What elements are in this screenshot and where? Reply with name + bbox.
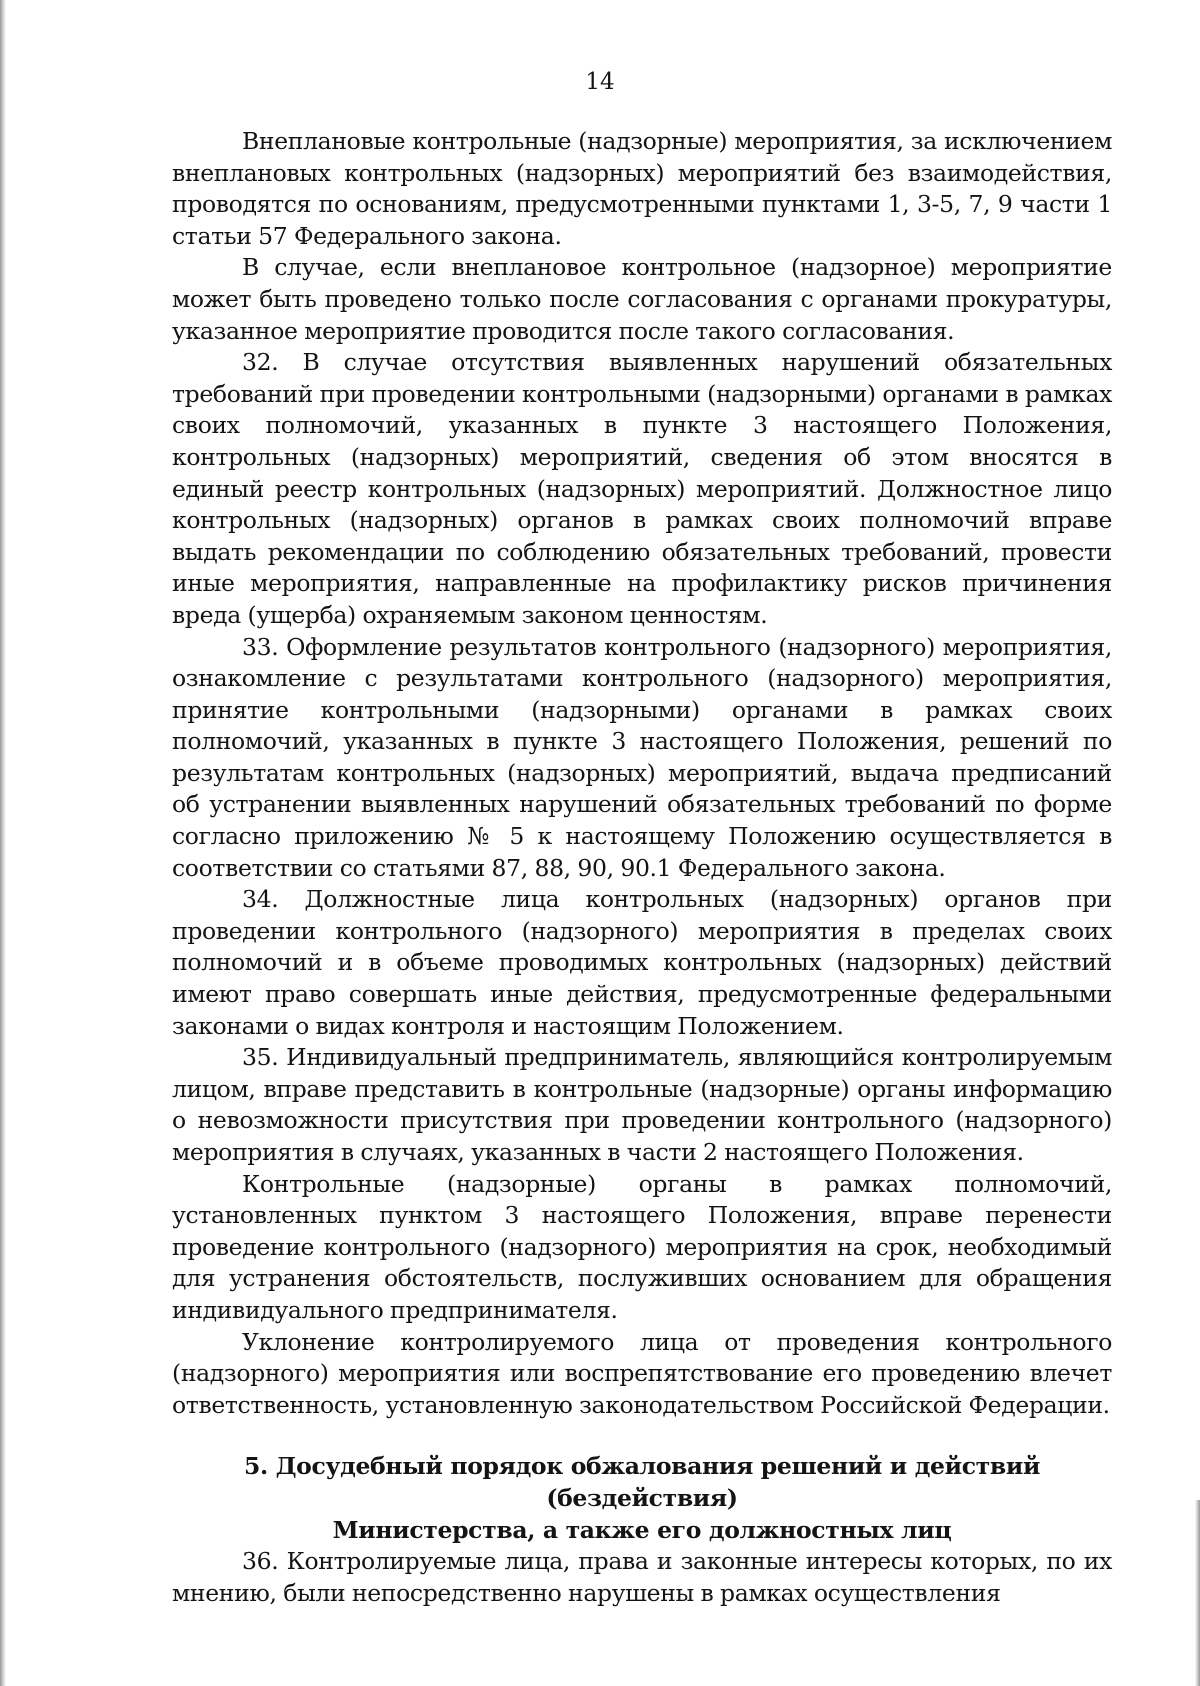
page-number: 14 <box>585 69 615 95</box>
paragraph-evasion-liability: Уклонение контролируемого лица от проведения контрольного (надзорного) мероприятия или воспрепятствование его проведению влечет ответственность, установленную законодательством Российской Федерации. <box>172 1327 1112 1419</box>
paragraph-unscheduled-grounds: Внеплановые контрольные (надзорные) мероприятия, за исключением внеплановых контрольных (надзорных) мероприятий без взаимодействия, проводятся по основаниям, предусмотренными пунктами 1, 3-5, 7, 9 части 1 статьи 57 Федерального закона. <box>172 127 1112 250</box>
paragraph-item-35: 35. Индивидуальный предприниматель, являющийся контролируемым лицом, вправе представить в контрольные (надзорные) органы информацию о невозможности присутствия при проведении контрольного (надзорного) мероприятия в случаях, указанных в части 2 настоящего Положения. <box>172 1043 1112 1166</box>
scan-edge-left <box>0 0 6 1686</box>
paragraph-prosecutor-approval: В случае, если внеплановое контрольное (надзорное) мероприятие может быть проведено только после согласования с органами прокуратуры, указанное мероприятие проводится после такого согласования. <box>172 253 1112 345</box>
section-heading-5 <box>172 1451 1112 1546</box>
section-heading-line-1: 5. Досудебный порядок обжалования решений и действий (бездействия) <box>243 1452 1041 1512</box>
scan-edge-right <box>1195 1500 1200 1686</box>
paragraph-item-33: 33. Оформление результатов контрольного (надзорного) мероприятия, ознакомление с результатами контрольного (надзорного) мероприятия, принятие контрольными (надзорными) органами в рамках своих полномочий, указанных в пункте 3 настоящего Положения, решений по результатам контрольных (надзорных) мероприятий, выдача предписаний об устранении выявленных нарушений обязательных требований по форме согласно приложению № 5 к настоящему Положению осуществляется в соответствии со статьями 87, 88, 90, 90.1 Федерального закона. <box>172 632 1112 882</box>
paragraph-item-32: 32. В случае отсутствия выявленных нарушений обязательных требований при проведении контрольными (надзорными) органами в рамках своих полномочий, указанных в пункте 3 настоящего Положения, контрольных (надзорных) мероприятий, сведения об этом вносятся в единый реестр контрольных (надзорных) мероприятий. Должностное лицо контрольных (надзорных) органов в рамках своих полномочий вправе выдать рекомендации по соблюдению обязательных требований, провести иные мероприятия, направленные на профилактику рисков причинения вреда (ущерба) охраняемым законом ценностям. <box>172 348 1113 629</box>
paragraph-item-34: 34. Должностные лица контрольных (надзорных) органов при проведении контрольного (надзорного) мероприятия в пределах своих полномочий и в объеме проводимых контрольных (надзорных) действий имеют право совершать иные действия, предусмотренные федеральными законами о видах контроля и настоящим Положением. <box>172 885 1112 1040</box>
paragraph-postponement: Контрольные (надзорные) органы в рамках полномочий, установленных пунктом 3 настоящего Положения, вправе перенести проведение контрольного (надзорного) мероприятия на срок, необходимый для устранения обстоятельств, послуживших основанием для обращения индивидуального предпринимателя. <box>172 1169 1112 1324</box>
section-heading-line-2: Министерства, а также его должностных лиц <box>332 1515 952 1544</box>
paragraph-item-36: 36. Контролируемые лица, права и законные интересы которых, по их мнению, были непосредственно нарушены в рамках осуществления <box>172 1547 1112 1607</box>
document-body <box>172 126 1112 1609</box>
